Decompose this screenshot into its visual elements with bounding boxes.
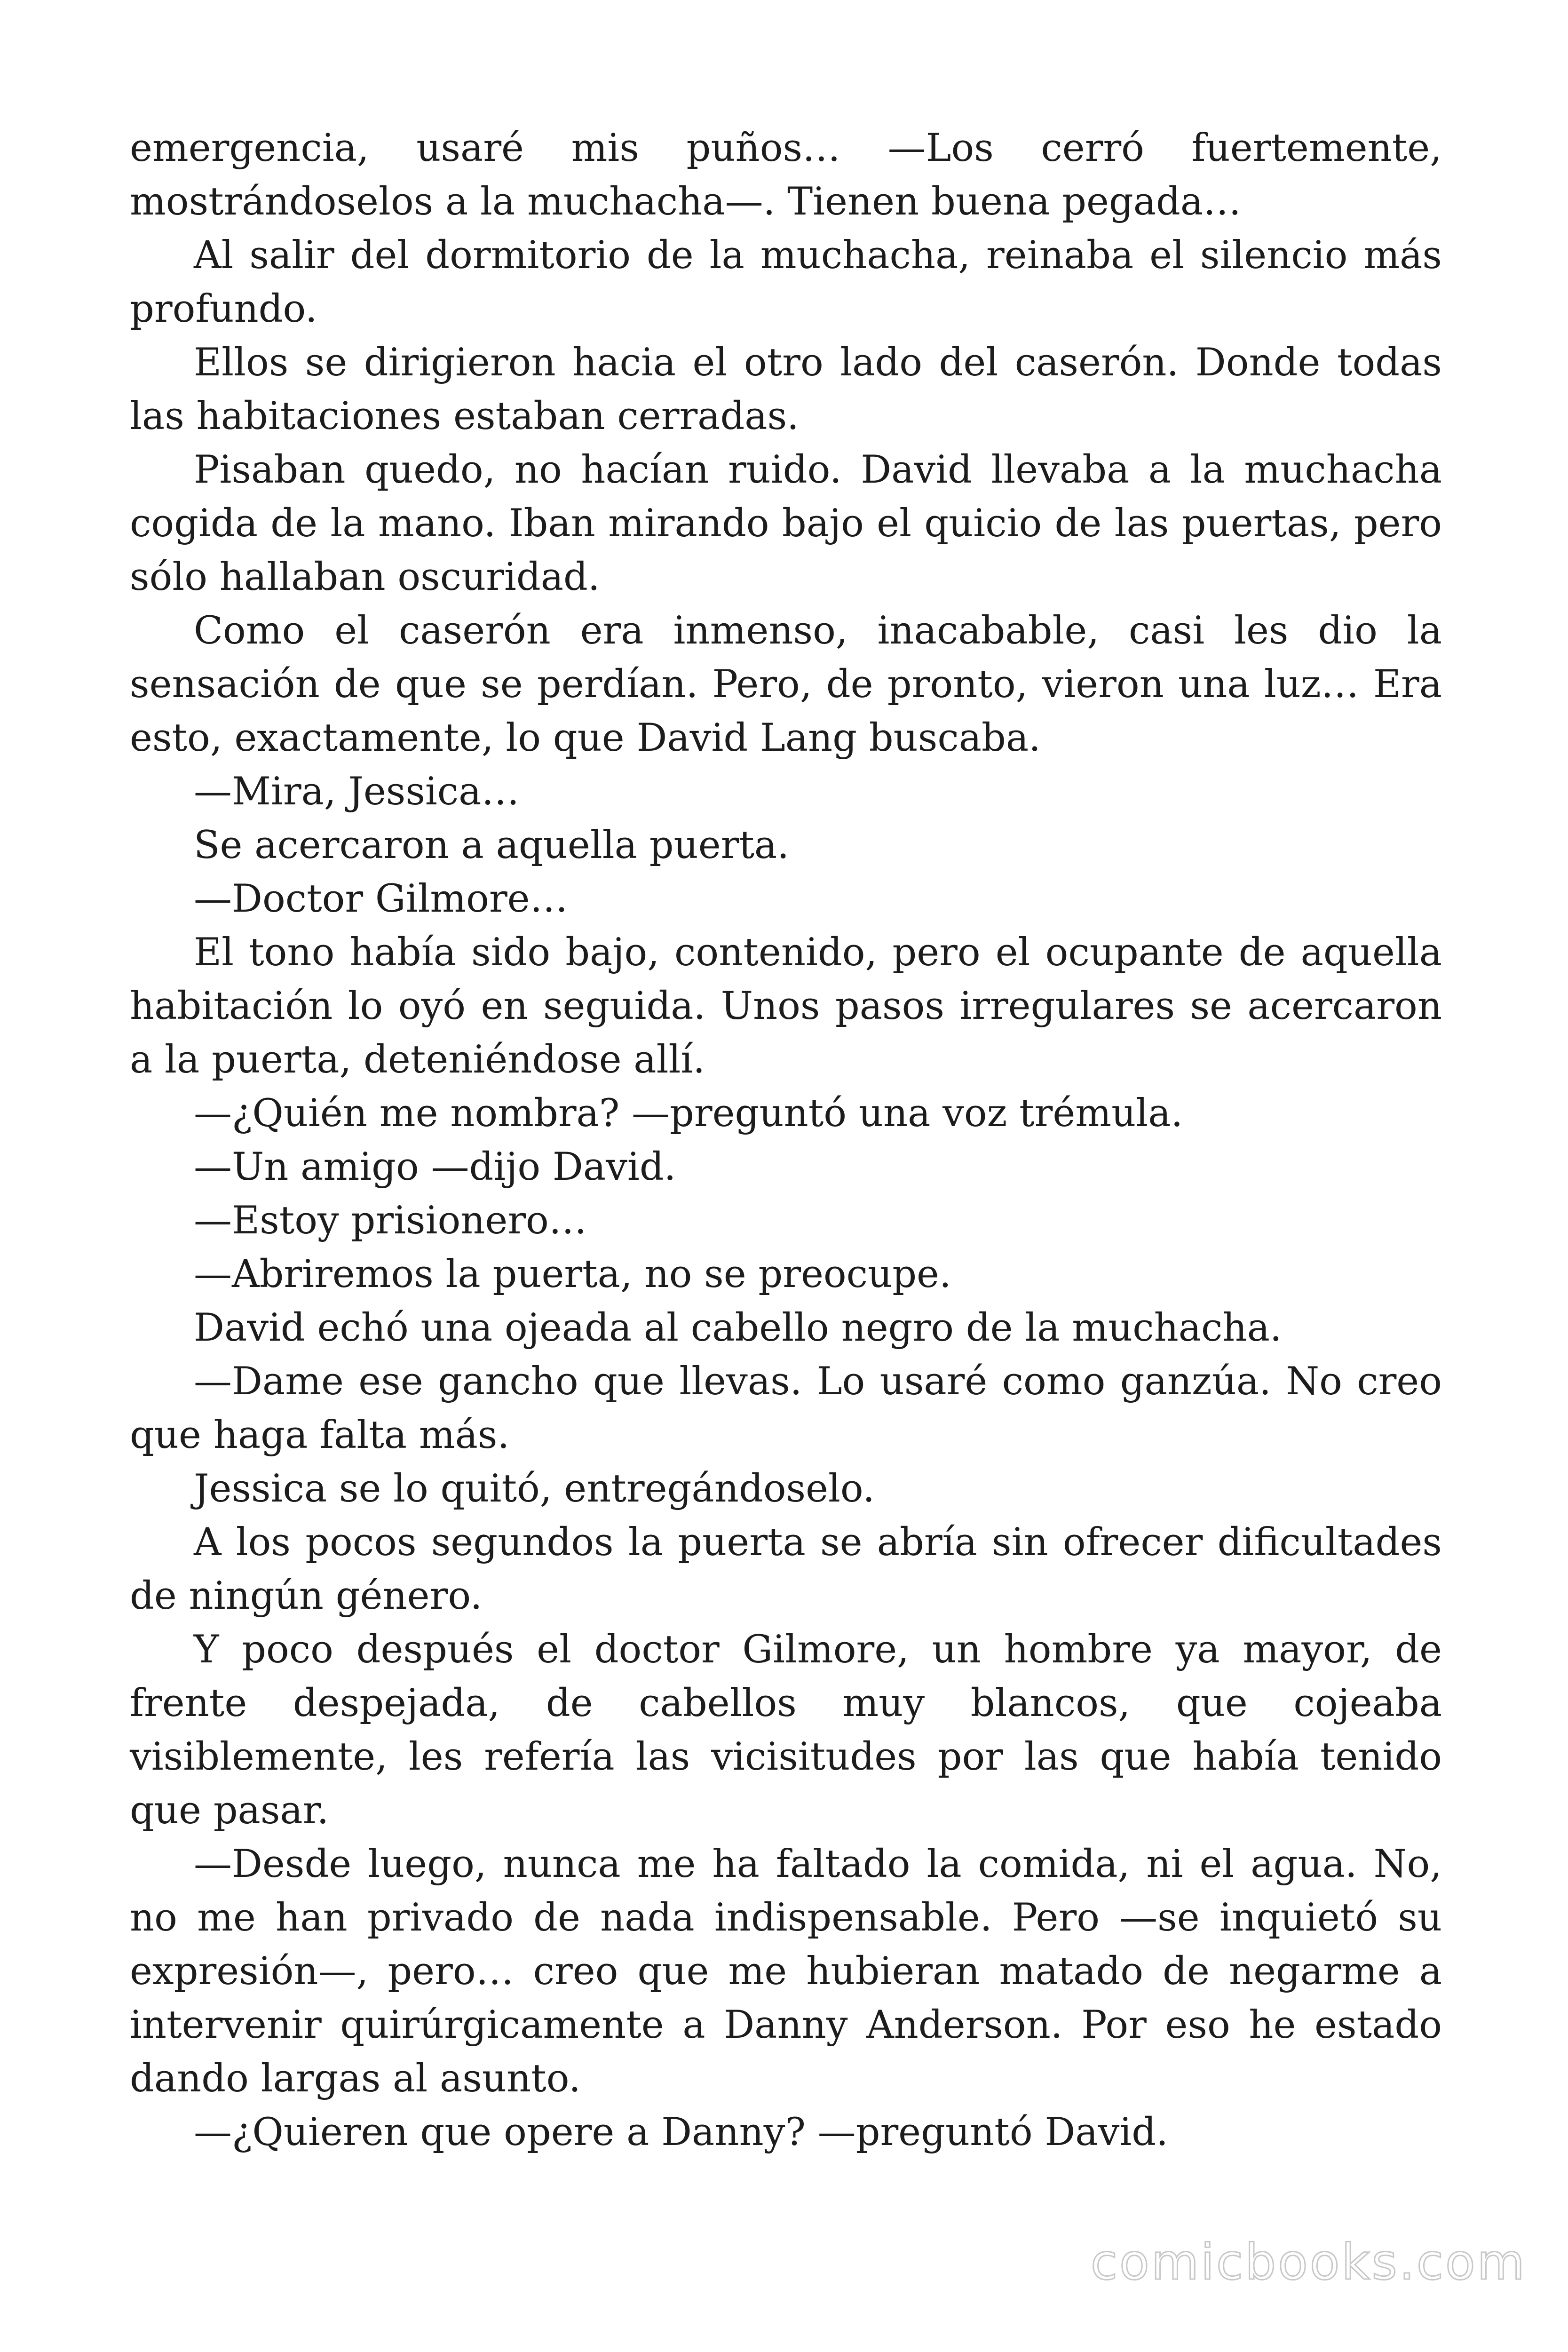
paragraph: Y poco después el doctor Gilmore, un hombre ya mayor, de frente despejada, de cabellos muy blancos, que cojeaba visiblemente, les refería las vicisitudes por las que había tenido que pasar. bbox=[130, 1628, 1442, 1833]
paragraph: —Dame ese gancho que llevas. Lo usaré como ganzúa. No creo que haga falta más. bbox=[130, 1359, 1442, 1457]
paragraph: —Estoy prisionero… bbox=[194, 1199, 587, 1243]
paragraph: Se acercaron a aquella puerta. bbox=[194, 823, 789, 867]
paragraph: David echó una ojeada al cabello negro de la muchacha. bbox=[194, 1306, 1282, 1350]
book-page-text bbox=[130, 121, 1442, 2159]
paragraph: Al salir del dormitorio de la muchacha, reinaba el silencio más profundo. bbox=[130, 233, 1442, 331]
paragraph: —Doctor Gilmore… bbox=[194, 877, 568, 921]
paragraph: —Un amigo —dijo David. bbox=[194, 1145, 676, 1189]
paragraph: —¿Quieren que opere a Danny? —preguntó David. bbox=[194, 2110, 1168, 2154]
paragraph: —Abriremos la puerta, no se preocupe. bbox=[194, 1252, 951, 1296]
paragraph: —Mira, Jessica… bbox=[194, 770, 520, 814]
paragraph: Ellos se dirigieron hacia el otro lado del caserón. Donde todas las habitaciones estaban cerradas. bbox=[130, 341, 1442, 438]
paragraph: emergencia, usaré mis puños… —Los cerró fuertemente, mostrándoselos a la muchacha—. Tienen buena pegada… bbox=[130, 126, 1442, 224]
paragraph: Jessica se lo quitó, entregándoselo. bbox=[194, 1467, 875, 1511]
paragraph: Como el caserón era inmenso, inacabable, casi les dio la sensación de que se perdían. Pero, de pronto, vieron una luz… Era esto, exactamente, lo que David Lang buscaba. bbox=[130, 609, 1442, 760]
paragraph: —Desde luego, nunca me ha faltado la comida, ni el agua. No, no me han privado de nada indispensable. Pero —se inquietó su expresión—, pero… creo que me hubieran matado de negarme a intervenir quirúrgicamente a Danny Anderson. Por eso he estado dando largas al asunto. bbox=[130, 1842, 1442, 2101]
paragraph: Pisaban quedo, no hacían ruido. David llevaba a la muchacha cogida de la mano. Iban mirando bajo el quicio de las puertas, pero sólo hallaban oscuridad. bbox=[130, 448, 1442, 599]
paragraph: —¿Quién me nombra? —preguntó una voz trémula. bbox=[194, 1091, 1183, 1136]
paragraph: A los pocos segundos la puerta se abría sin ofrecer dificultades de ningún género. bbox=[130, 1520, 1442, 1618]
watermark: comicbooks.com bbox=[1090, 2233, 1527, 2291]
paragraph: El tono había sido bajo, contenido, pero el ocupante de aquella habitación lo oyó en seguida. Unos pasos irregulares se acercaron a la puerta, deteniéndose allí. bbox=[130, 930, 1442, 1082]
